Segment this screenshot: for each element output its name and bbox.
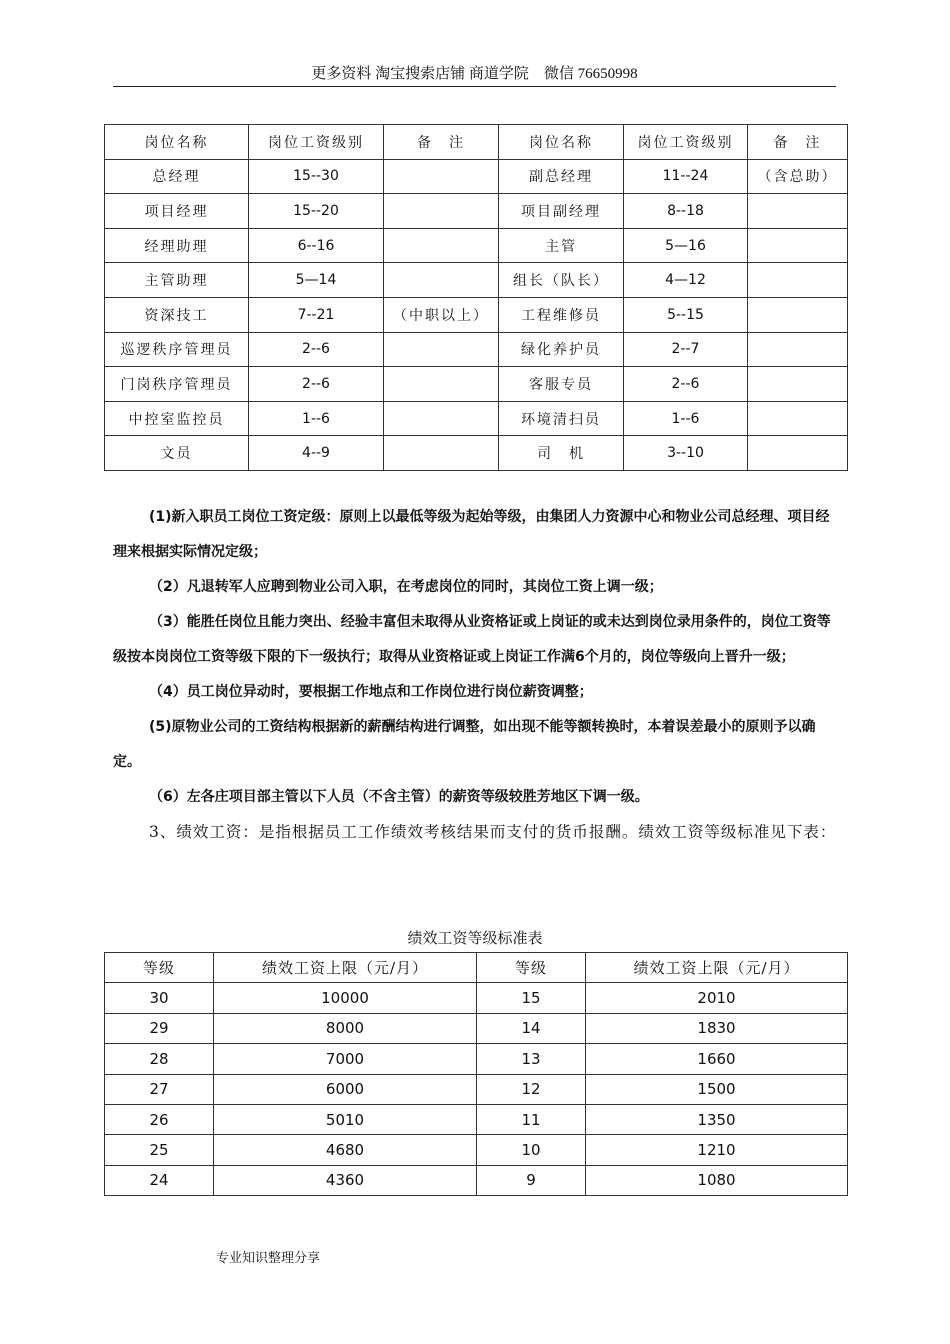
table-cell: 司 机 [499,436,624,471]
rule-2: （2）凡退转军人应聘到物业公司入职，在考虑岗位的同时，其岗位工资上调一级； [149,579,663,595]
table-cell [384,367,499,402]
table-cell: 30 [105,983,214,1013]
performance-intro: 3、绩效工资：是指根据员工工作绩效考核结果而支付的货币报酬。绩效工资等级标准见下表： [149,823,837,841]
table-cell: 4360 [214,1165,477,1195]
table-cell: 4—12 [624,263,748,298]
performance-table-caption: 绩效工资等级标准表 [407,931,543,947]
table-cell: 28 [105,1044,214,1074]
table-cell: 2--6 [249,367,384,402]
rule-1: (1)新入职员工岗位工资定级：原则上以最低等级为起始等级，由集团人力资源中心和物业公司总经理、项目经理来根据实际情况定级； [113,509,830,560]
table-cell: 客服专员 [499,367,624,402]
performance-table-header-row [105,953,848,983]
table-cell: 1080 [586,1165,848,1195]
table-cell: 2--6 [249,332,384,367]
table-row [105,1135,848,1165]
table-cell [748,194,848,229]
rule-6: （6）左各庄项目部主管以下人员（不含主管）的薪资等级较胜芳地区下调一级。 [149,789,649,805]
page-footer: 专业知识整理分享 [216,1250,321,1265]
table-cell: 8--18 [624,194,748,229]
table-cell: 项目副经理 [499,194,624,229]
rule-5: (5)原物业公司的工资结构根据新的薪酬结构进行调整，如出现不能等额转换时，本着误差最小的原则予以确定。 [113,719,816,770]
table-cell: 4--9 [249,436,384,471]
table-cell: 环境清扫员 [499,401,624,436]
table-cell: 8000 [214,1013,477,1043]
table-cell [384,263,499,298]
table-cell [748,297,848,332]
page-header: 更多资料 淘宝搜索店铺 商道学院 微信 76650998 [113,64,836,87]
table-cell: 29 [105,1013,214,1043]
table-cell [384,159,499,194]
table-cell: 1500 [586,1074,848,1104]
table-row [105,1074,848,1104]
table-row [105,983,848,1013]
table-cell: 15 [477,983,586,1013]
table-cell: 5010 [214,1104,477,1134]
table-row [105,436,848,471]
table-cell: 巡逻秩序管理员 [105,332,249,367]
table-cell: 24 [105,1165,214,1195]
table-cell: 文员 [105,436,249,471]
table-cell: 2010 [586,983,848,1013]
table-cell [384,401,499,436]
performance-table-body [105,953,848,1196]
table-cell: 15--30 [249,159,384,194]
table-cell: 3--10 [624,436,748,471]
table-cell [748,367,848,402]
table-cell: 7000 [214,1044,477,1074]
table-cell: 27 [105,1074,214,1104]
table-cell [748,436,848,471]
column-header: 等级 [477,953,586,983]
table-cell: 5--15 [624,297,748,332]
table-cell: 9 [477,1165,586,1195]
table-cell: 7--21 [249,297,384,332]
table-cell: 14 [477,1013,586,1043]
table-cell: 10000 [214,983,477,1013]
table-cell: 12 [477,1074,586,1104]
table-cell: 1830 [586,1013,848,1043]
table-cell [748,332,848,367]
table-cell: 1210 [586,1135,848,1165]
table-cell: 资深技工 [105,297,249,332]
table-cell: 中控室监控员 [105,401,249,436]
table-row [105,297,848,332]
table-cell: 26 [105,1104,214,1134]
column-header: 备 注 [384,125,499,160]
table-cell: 25 [105,1135,214,1165]
table-cell: 1--6 [249,401,384,436]
table-cell [748,228,848,263]
table-cell [384,436,499,471]
table-cell: 2--6 [624,367,748,402]
table-cell: 13 [477,1044,586,1074]
column-header: 绩效工资上限（元/月） [586,953,848,983]
table-cell: 6000 [214,1074,477,1104]
table-cell [384,332,499,367]
table-cell: 5—16 [624,228,748,263]
table-cell [384,194,499,229]
column-header: 绩效工资上限（元/月） [214,953,477,983]
table-cell: 15--20 [249,194,384,229]
table-cell: 主管助理 [105,263,249,298]
table-cell: 组长（队长） [499,263,624,298]
table-cell: 11--24 [624,159,748,194]
table-cell: 1350 [586,1104,848,1134]
position-table-body [105,125,848,471]
table-cell: 绿化养护员 [499,332,624,367]
table-row [105,332,848,367]
table-cell [748,263,848,298]
table-cell: （中职以上） [384,297,499,332]
table-cell: 副总经理 [499,159,624,194]
table-cell: 主管 [499,228,624,263]
column-header: 岗位工资级别 [249,125,384,160]
table-cell: 项目经理 [105,194,249,229]
table-cell: 2--7 [624,332,748,367]
column-header: 岗位名称 [499,125,624,160]
table-row [105,1013,848,1043]
table-cell: 6--16 [249,228,384,263]
table-cell: 总经理 [105,159,249,194]
table-cell: 1--6 [624,401,748,436]
column-header: 岗位工资级别 [624,125,748,160]
table-row [105,159,848,194]
column-header: 备 注 [748,125,848,160]
table-row [105,263,848,298]
table-row [105,367,848,402]
table-cell: 1660 [586,1044,848,1074]
position-table-header-row [105,125,848,160]
table-cell: 5—14 [249,263,384,298]
table-cell: 工程维修员 [499,297,624,332]
table-row [105,1044,848,1074]
table-row [105,228,848,263]
table-cell: 经理助理 [105,228,249,263]
table-cell: （含总助） [748,159,848,194]
rule-3: （3）能胜任岗位且能力突出、经验丰富但未取得从业资格证或上岗证的或未达到岗位录用条件的，岗位工资等级按本岗岗位工资等级下限的下一级执行；取得从业资格证或上岗证工作满6个月的，岗位等级向上晋升一级； [113,614,831,665]
table-row [105,1165,848,1195]
table-row [105,1104,848,1134]
table-cell: 门岗秩序管理员 [105,367,249,402]
column-header: 岗位名称 [105,125,249,160]
table-cell: 11 [477,1104,586,1134]
table-row [105,194,848,229]
rules-section [113,500,840,850]
table-cell [748,401,848,436]
table-row [105,401,848,436]
table-cell [384,228,499,263]
column-header: 等级 [105,953,214,983]
table-cell: 4680 [214,1135,477,1165]
rule-4: （4）员工岗位异动时，要根据工作地点和工作岗位进行岗位薪资调整； [149,684,593,700]
table-cell: 10 [477,1135,586,1165]
position-salary-table [104,124,848,471]
performance-salary-table [104,952,848,1196]
